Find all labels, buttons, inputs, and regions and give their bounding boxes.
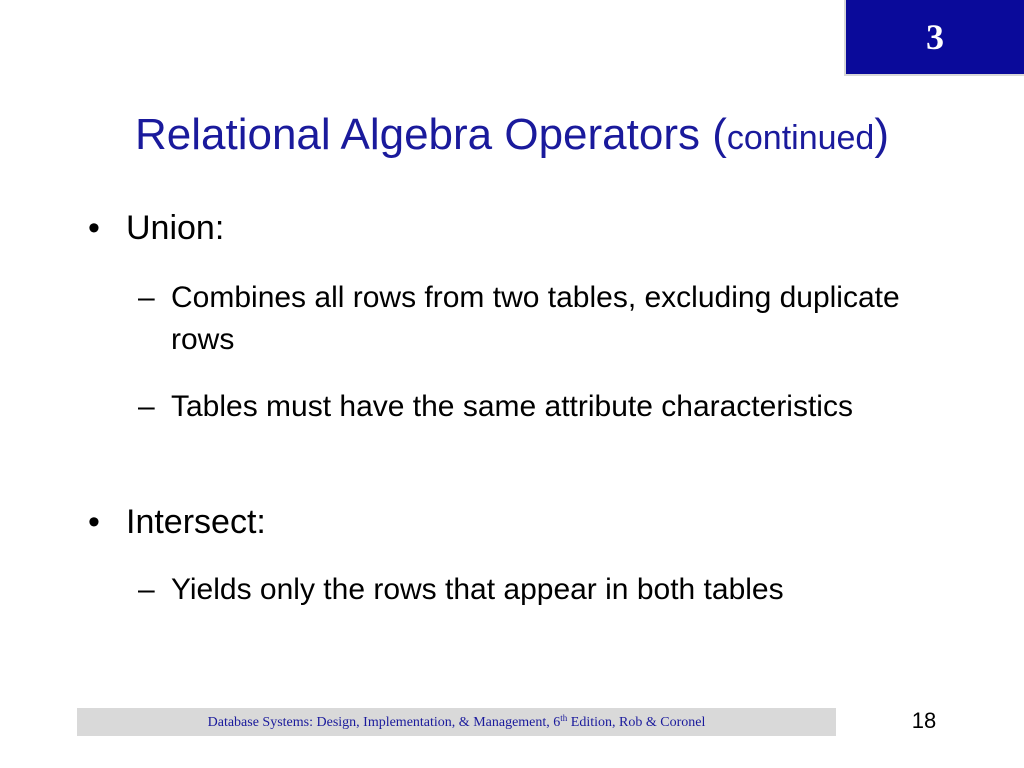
slide-title-close: ) (874, 110, 889, 159)
bullet-label: Union: (126, 209, 225, 247)
slide-title (0, 108, 1024, 165)
subitem-marker: – (138, 281, 155, 314)
slide-title-main: Relational Algebra Operators ( (135, 110, 727, 159)
subitem-marker: – (138, 390, 155, 423)
bullet-marker: • (88, 209, 100, 247)
footer-text-before: Database Systems: Design, Implementation, & Management, 6 (207, 715, 561, 730)
subitem-marker: – (138, 573, 155, 606)
slide-title-continued: continued (726, 119, 875, 157)
chapter-number: 3 (926, 17, 944, 57)
footer-text-after: Edition, Rob & Coronel (567, 715, 706, 730)
subitem-text: Combines all rows from two tables, excluding duplicate rows (171, 281, 900, 356)
footer-superscript: th (560, 713, 568, 723)
subitem-text: Tables must have the same attribute characteristics (171, 390, 853, 423)
page-number: 18 (911, 708, 937, 733)
chapter-badge (844, 0, 1024, 76)
footer-bar (77, 708, 836, 736)
footer-citation (77, 714, 836, 732)
bullet-marker: • (88, 503, 100, 541)
bullet-label: Intersect: (126, 503, 266, 541)
subitem-text: Yields only the rows that appear in both tables (171, 573, 784, 606)
